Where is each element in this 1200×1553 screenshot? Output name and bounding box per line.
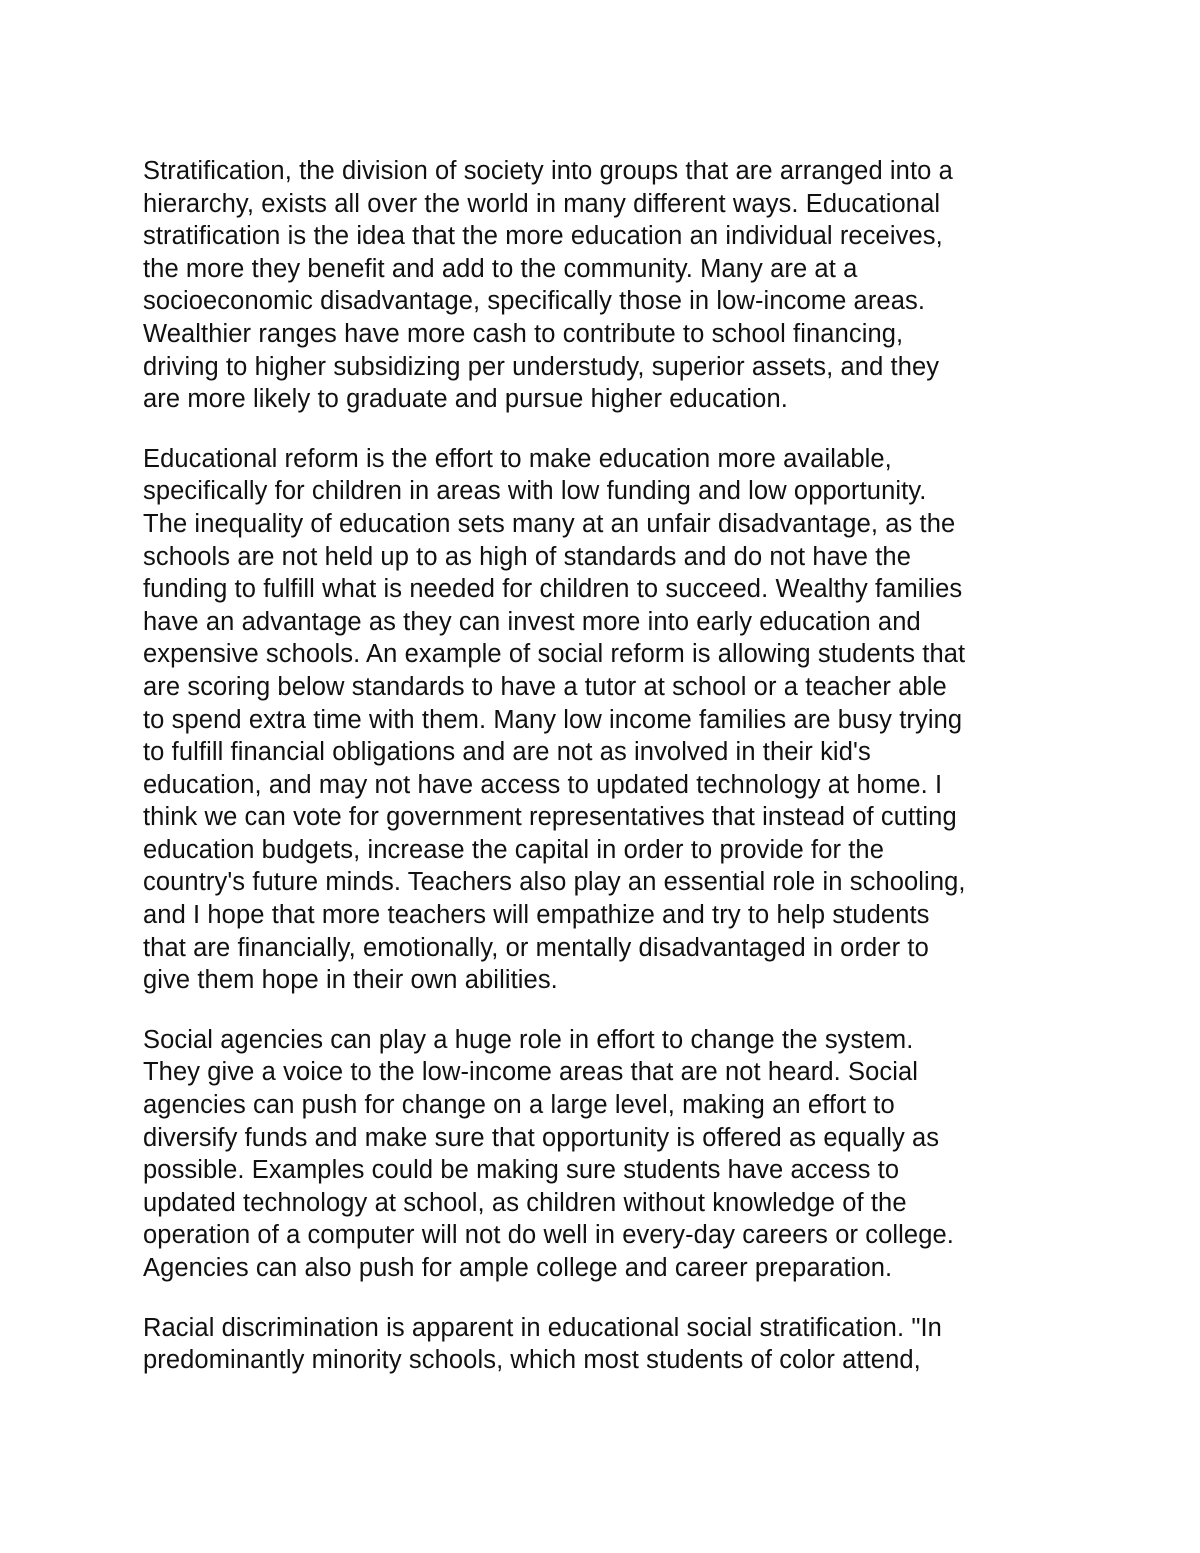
text-line: specifically for children in areas with low funding and low opportunity. (143, 477, 927, 506)
text-line: Social agencies can play a huge role in effort to change the system. (143, 1025, 914, 1054)
text-line: Stratification, the division of society into groups that are arranged into a (143, 157, 953, 185)
text-line: predominantly minority schools, which most students of color attend, (143, 1346, 921, 1375)
text-line: schools are not held up to as high of standards and do not have the (143, 542, 911, 571)
text-line: socioeconomic disadvantage, specifically those in low-income areas. (143, 287, 926, 316)
text-line: give them hope in their own abilities. (143, 966, 558, 995)
paragraph-stratification (143, 155, 1083, 416)
text-line: to fulfill financial obligations and are not as involved in their kid's (143, 738, 871, 767)
text-line: Agencies can also push for ample college and career preparation. (143, 1254, 893, 1282)
text-line: hierarchy, exists all over the world in many different ways. Educational (143, 189, 941, 218)
text-line: The inequality of education sets many at an unfair disadvantage, as the (143, 509, 956, 538)
text-line: expensive schools. An example of social reform is allowing students that (143, 640, 966, 669)
text-line: Racial discrimination is apparent in educational social stratification. "In (143, 1313, 942, 1342)
text-line: funding to fulfill what is needed for children to succeed. Wealthy families (143, 575, 963, 604)
paragraph-racial-discrimination (143, 1312, 1083, 1377)
paragraph-social-agencies (143, 1024, 1083, 1285)
text-line: think we can vote for government representatives that instead of cutting (143, 803, 957, 832)
text-line: updated technology at school, as children without knowledge of the (143, 1188, 907, 1217)
text-line: country's future minds. Teachers also play an essential role in schooling, (143, 868, 966, 897)
text-line: possible. Examples could be making sure students have access to (143, 1156, 900, 1185)
text-line: agencies can push for change on a large level, making an effort to (143, 1091, 895, 1120)
text-line: and I hope that more teachers will empathize and try to help students (143, 901, 930, 930)
document-body (143, 155, 1083, 1404)
text-line: Educational reform is the effort to make education more available, (143, 444, 892, 473)
text-line: have an advantage as they can invest more into early education and (143, 607, 921, 636)
text-line: education budgets, increase the capital in order to provide for the (143, 835, 884, 864)
text-line: the more they benefit and add to the community. Many are at a (143, 254, 858, 283)
text-line: to spend extra time with them. Many low income families are busy trying (143, 705, 963, 734)
text-line: education, and may not have access to updated technology at home. I (143, 770, 943, 799)
text-line: operation of a computer will not do well in every-day careers or college. (143, 1221, 954, 1250)
text-line: are scoring below standards to have a tutor at school or a teacher able (143, 672, 947, 701)
text-line: stratification is the idea that the more education an individual receives, (143, 222, 943, 251)
text-line: driving to higher subsidizing per understudy, superior assets, and they (143, 352, 940, 381)
text-line: They give a voice to the low-income areas that are not heard. Social (143, 1058, 919, 1087)
text-line: that are financially, emotionally, or mentally disadvantaged in order to (143, 933, 929, 962)
text-line: Wealthier ranges have more cash to contribute to school financing, (143, 319, 904, 348)
text-line: diversify funds and make sure that opportunity is offered as equally as (143, 1123, 940, 1152)
paragraph-educational-reform (143, 443, 1083, 997)
text-line: are more likely to graduate and pursue higher education. (143, 385, 788, 414)
